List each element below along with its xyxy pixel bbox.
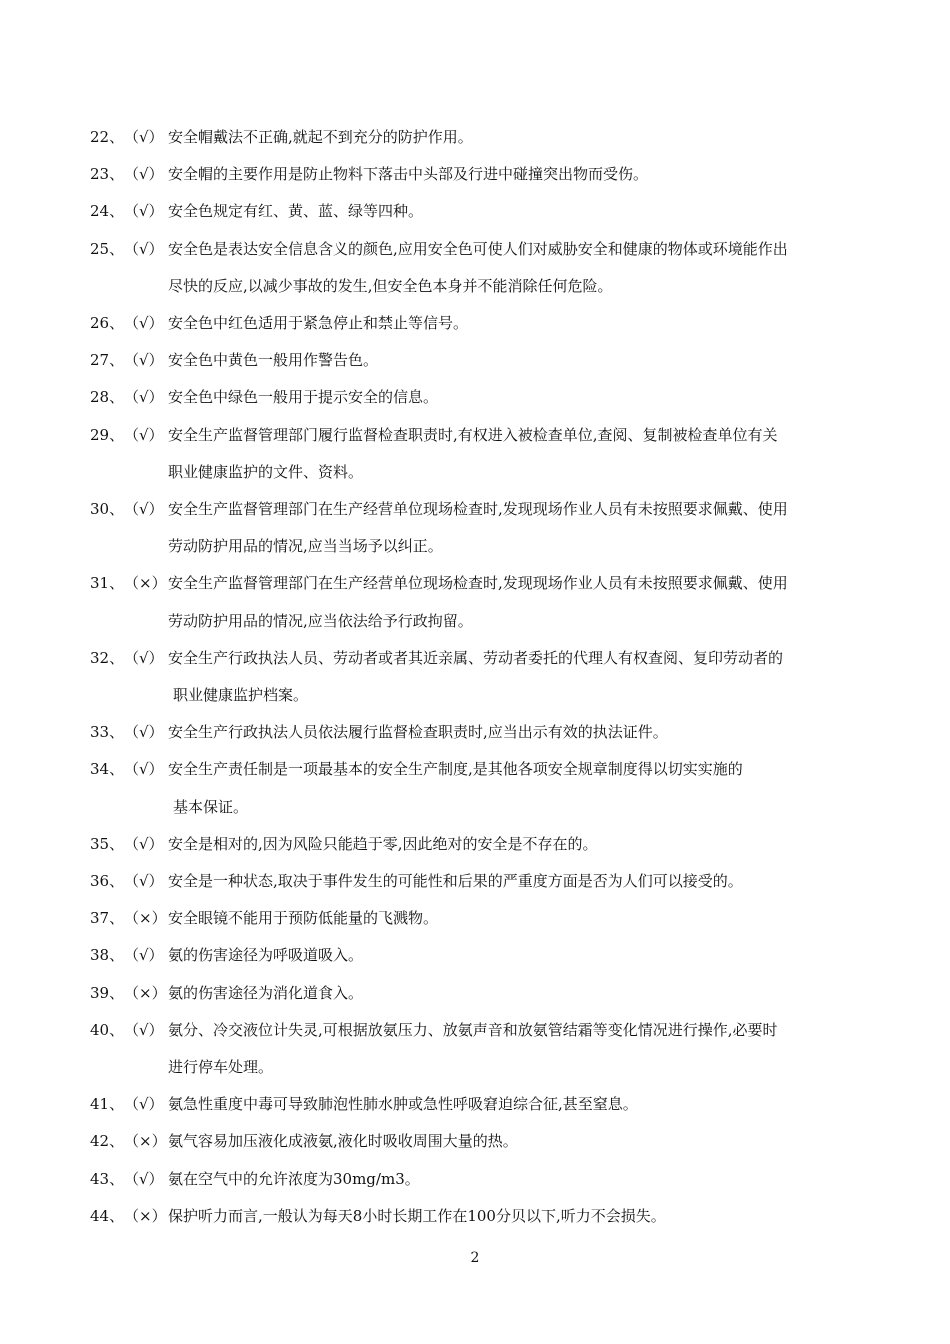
item-text-line: 安全眼镜不能用于预防低能量的飞溅物。 bbox=[168, 909, 439, 928]
item-number: 31、 bbox=[90, 574, 125, 593]
question-list bbox=[90, 119, 870, 1235]
answer-mark: （√） bbox=[124, 648, 164, 667]
item-number: 29、 bbox=[90, 425, 125, 444]
item-text bbox=[168, 565, 870, 639]
item-text bbox=[168, 751, 870, 825]
answer-mark: （√） bbox=[124, 946, 164, 965]
list-item bbox=[90, 565, 870, 639]
item-text-line: 职业健康监护的文件、资料。 bbox=[168, 462, 364, 481]
answer-mark: （×） bbox=[124, 909, 167, 928]
item-number: 36、 bbox=[90, 872, 125, 891]
item-text-line: 劳动防护用品的情况,应当依法给予行政拘留。 bbox=[168, 611, 473, 630]
answer-mark: （√） bbox=[124, 388, 164, 407]
item-text-line: 保护听力而言,一般认为每天8小时长期工作在100分贝以下,听力不会损失。 bbox=[168, 1206, 666, 1225]
item-number: 25、 bbox=[90, 239, 125, 258]
answer-mark: （√） bbox=[124, 239, 164, 258]
item-text-line: 安全生产行政执法人员依法履行监督检查职责时,应当出示有效的执法证件。 bbox=[168, 723, 668, 742]
item-text-line: 安全生产监督管理部门履行监督检查职责时,有权进入被检查单位,查阅、复制被检查单位有关 bbox=[168, 425, 778, 444]
item-text bbox=[168, 305, 870, 342]
item-number: 24、 bbox=[90, 202, 125, 221]
item-text bbox=[168, 714, 870, 751]
list-item bbox=[90, 714, 870, 751]
list-item bbox=[90, 342, 870, 379]
answer-mark: （√） bbox=[124, 425, 164, 444]
item-number: 33、 bbox=[90, 723, 125, 742]
item-number: 34、 bbox=[90, 760, 125, 779]
item-text-line: 安全色是表达安全信息含义的颜色,应用安全色可使人们对威胁安全和健康的物体或环境能作出 bbox=[168, 239, 788, 258]
list-item bbox=[90, 491, 870, 565]
answer-mark: （√） bbox=[124, 872, 164, 891]
item-text bbox=[168, 193, 870, 230]
answer-mark: （√） bbox=[124, 128, 164, 146]
list-item bbox=[90, 231, 870, 305]
item-text bbox=[168, 863, 870, 900]
item-number: 41、 bbox=[90, 1095, 125, 1114]
item-number: 22、 bbox=[90, 128, 125, 146]
item-number: 37、 bbox=[90, 909, 125, 928]
item-text bbox=[168, 119, 870, 156]
item-text bbox=[168, 1012, 870, 1086]
item-number: 40、 bbox=[90, 1020, 125, 1039]
item-text-line: 氨的伤害途径为呼吸道吸入。 bbox=[168, 946, 364, 965]
item-text bbox=[168, 379, 870, 416]
list-item bbox=[90, 900, 870, 937]
item-text bbox=[168, 342, 870, 379]
answer-mark: （√） bbox=[124, 760, 164, 779]
item-text-line: 安全生产行政执法人员、劳动者或者其近亲属、劳动者委托的代理人有权查阅、复印劳动者的 bbox=[168, 648, 784, 667]
page-number: 2 bbox=[470, 1250, 480, 1266]
item-text-line: 进行停车处理。 bbox=[168, 1058, 274, 1077]
answer-mark: （√） bbox=[124, 723, 164, 742]
answer-mark: （×） bbox=[124, 1132, 167, 1151]
item-text-line: 安全是一种状态,取决于事件发生的可能性和后果的严重度方面是否为人们可以接受的。 bbox=[168, 872, 743, 891]
answer-mark: （√） bbox=[124, 1169, 164, 1188]
list-item bbox=[90, 119, 870, 156]
item-number: 35、 bbox=[90, 834, 125, 853]
item-text-line: 尽快的反应,以减少事故的发生,但安全色本身并不能消除任何危险。 bbox=[168, 276, 613, 295]
list-item bbox=[90, 305, 870, 342]
list-item bbox=[90, 379, 870, 416]
item-number: 30、 bbox=[90, 500, 125, 519]
list-item bbox=[90, 156, 870, 193]
item-number: 23、 bbox=[90, 165, 125, 184]
item-text bbox=[168, 1123, 870, 1160]
item-text bbox=[168, 975, 870, 1012]
list-item bbox=[90, 1012, 870, 1086]
answer-mark: （×） bbox=[124, 983, 167, 1002]
list-item bbox=[90, 640, 870, 714]
item-number: 26、 bbox=[90, 314, 125, 333]
list-item bbox=[90, 1123, 870, 1160]
item-text bbox=[168, 417, 870, 491]
list-item bbox=[90, 1086, 870, 1123]
item-text bbox=[168, 900, 870, 937]
answer-mark: （√） bbox=[124, 834, 164, 853]
item-text-line: 基本保证。 bbox=[173, 797, 249, 816]
list-item bbox=[90, 863, 870, 900]
item-text-line: 职业健康监护档案。 bbox=[173, 686, 309, 705]
item-number: 43、 bbox=[90, 1169, 125, 1188]
answer-mark: （√） bbox=[124, 1020, 164, 1039]
list-item bbox=[90, 975, 870, 1012]
answer-mark: （√） bbox=[124, 1095, 164, 1114]
item-text-line: 安全生产监督管理部门在生产经营单位现场检查时,发现现场作业人员有未按照要求佩戴、使用 bbox=[168, 500, 788, 519]
item-text-line: 氨急性重度中毒可导致肺泡性肺水肿或急性呼吸窘迫综合征,甚至窒息。 bbox=[168, 1095, 638, 1114]
list-item bbox=[90, 826, 870, 863]
item-text-line: 安全是相对的,因为风险只能趋于零,因此绝对的安全是不存在的。 bbox=[168, 834, 598, 853]
item-number: 27、 bbox=[90, 351, 125, 370]
answer-mark: （√） bbox=[124, 351, 164, 370]
list-item bbox=[90, 417, 870, 491]
list-item bbox=[90, 1198, 870, 1235]
item-text bbox=[168, 231, 870, 305]
item-text bbox=[168, 156, 870, 193]
item-text-line: 安全色中黄色一般用作警告色。 bbox=[168, 351, 379, 370]
answer-mark: （√） bbox=[124, 202, 164, 221]
item-text-line: 氨分、冷交液位计失灵,可根据放氨压力、放氨声音和放氨管结霜等变化情况进行操作,必要时 bbox=[168, 1020, 778, 1039]
item-text-line: 安全帽戴法不正确,就起不到充分的防护作用。 bbox=[168, 128, 473, 146]
item-number: 32、 bbox=[90, 648, 125, 667]
list-item bbox=[90, 193, 870, 230]
item-text bbox=[168, 937, 870, 974]
answer-mark: （×） bbox=[124, 1206, 167, 1225]
answer-mark: （√） bbox=[124, 500, 164, 519]
item-text bbox=[168, 491, 870, 565]
item-number: 28、 bbox=[90, 388, 125, 407]
item-text-line: 安全色中绿色一般用于提示安全的信息。 bbox=[168, 388, 439, 407]
item-text-line: 安全色规定有红、黄、蓝、绿等四种。 bbox=[168, 202, 424, 221]
item-text-line: 安全帽的主要作用是防止物料下落击中头部及行进中碰撞突出物而受伤。 bbox=[168, 165, 649, 184]
item-number: 38、 bbox=[90, 946, 125, 965]
answer-mark: （×） bbox=[124, 574, 167, 593]
item-text bbox=[168, 1086, 870, 1123]
item-text-line: 氨的伤害途径为消化道食入。 bbox=[168, 983, 364, 1002]
item-text bbox=[168, 826, 870, 863]
answer-mark: （√） bbox=[124, 165, 164, 184]
item-text-line: 氨在空气中的允许浓度为30mg/m3。 bbox=[168, 1169, 420, 1188]
list-item bbox=[90, 937, 870, 974]
item-text-line: 安全生产责任制是一项最基本的安全生产制度,是其他各项安全规章制度得以切实实施的 bbox=[168, 760, 743, 779]
item-number: 42、 bbox=[90, 1132, 125, 1151]
item-number: 39、 bbox=[90, 983, 125, 1002]
list-item bbox=[90, 1161, 870, 1198]
item-text bbox=[168, 1161, 870, 1198]
item-number: 44、 bbox=[90, 1206, 125, 1225]
answer-mark: （√） bbox=[124, 314, 164, 333]
item-text-line: 安全色中红色适用于紧急停止和禁止等信号。 bbox=[168, 314, 469, 333]
item-text bbox=[168, 640, 870, 714]
item-text-line: 劳动防护用品的情况,应当当场予以纠正。 bbox=[168, 537, 443, 556]
item-text-line: 安全生产监督管理部门在生产经营单位现场检查时,发现现场作业人员有未按照要求佩戴、使用 bbox=[168, 574, 788, 593]
item-text-line: 氨气容易加压液化成液氨,液化时吸收周围大量的热。 bbox=[168, 1132, 518, 1151]
item-text bbox=[168, 1198, 870, 1235]
list-item bbox=[90, 751, 870, 825]
